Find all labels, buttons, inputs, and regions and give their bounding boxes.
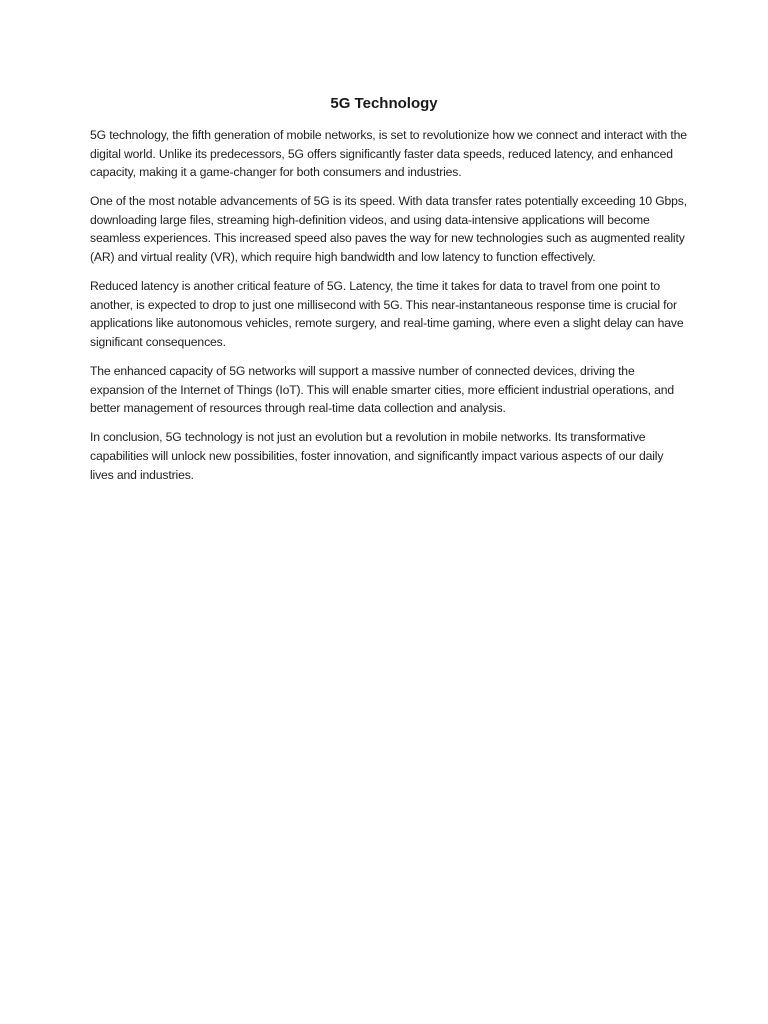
document-body	[90, 126, 690, 495]
document-title: 5G Technology	[330, 95, 438, 112]
paragraph-introduction: 5G technology, the fifth generation of mobile networks, is set to revolutionize how we connect and interact with the digital world. Unlike its predecessors, 5G offers significantly faster data speeds, reduced latency, and enhanced capacity, making it a game-changer for both consumers and industries.	[90, 128, 687, 180]
paragraph-conclusion: In conclusion, 5G technology is not just an evolution but a revolution in mobile networks. Its transformative capabilities will unlock new possibilities, foster innovation, and significantly impact various aspects of our daily lives and industries.	[90, 430, 664, 482]
paragraph-latency: Reduced latency is another critical feature of 5G. Latency, the time it takes for data to travel from one point to another, is expected to drop to just one millisecond with 5G. This near-instantaneous response time is crucial for applications like autonomous vehicles, remote surgery, and real-time gaming, where even a slight delay can have significant consequences.	[90, 279, 684, 349]
paragraph-speed: One of the most notable advancements of 5G is its speed. With data transfer rates potentially exceeding 10 Gbps, downloading large files, streaming high-definition videos, and using data-intensive applications will become seamless experiences. This increased speed also paves the way for new technologies such as augmented reality (AR) and virtual reality (VR), which require high bandwidth and low latency to function effectively.	[90, 194, 687, 265]
paragraph-capacity: The enhanced capacity of 5G networks will support a massive number of connected devices, driving the expansion of the Internet of Things (IoT). This will enable smarter cities, more efficient industrial operations, and better management of resources through real-time data collection and analysis.	[90, 364, 675, 416]
